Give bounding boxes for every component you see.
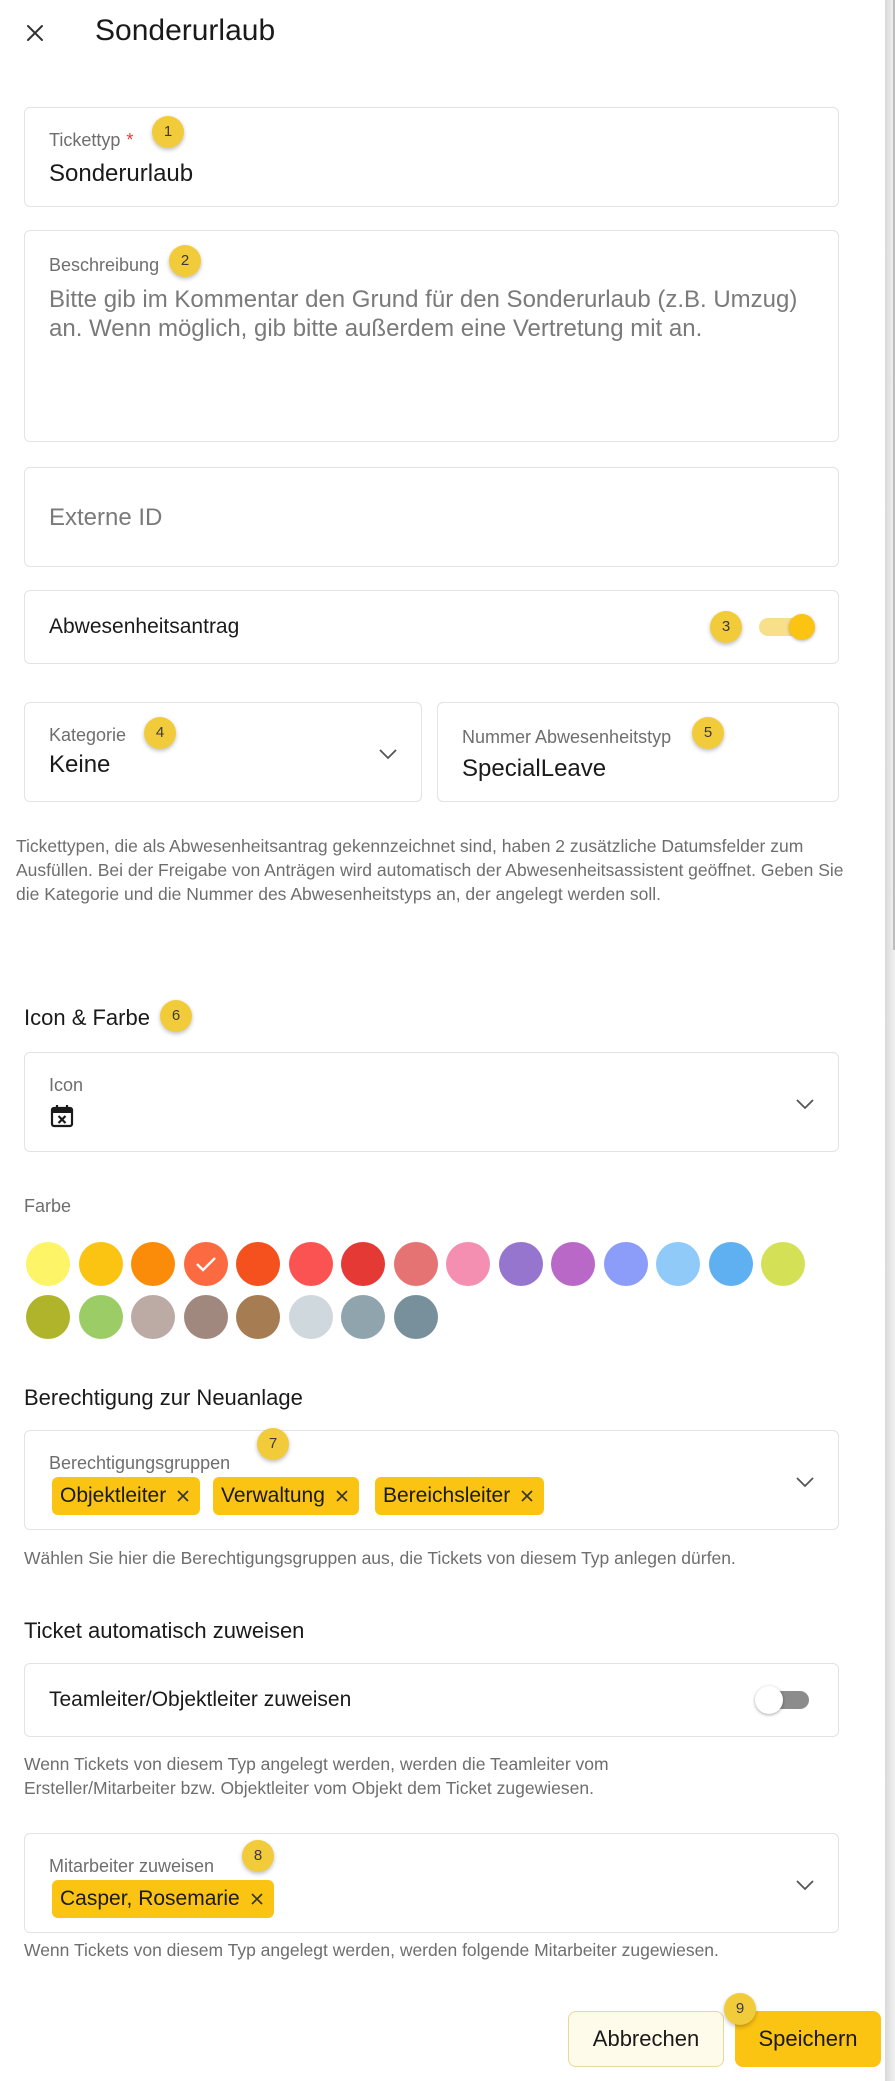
color-swatch-selected[interactable] bbox=[184, 1242, 228, 1286]
abwesenheitsantrag-label: Abwesenheitsantrag bbox=[49, 615, 240, 638]
annotation-badge-8: 8 bbox=[242, 1840, 274, 1872]
chip-remove-icon[interactable] bbox=[518, 1487, 536, 1505]
beschreibung-value[interactable]: Bitte gib im Kommentar den Grund für den Sonderurlaub (z.B. Umzug) an. Wenn möglich, gib bitte außerdem eine Vertretung mit an. bbox=[49, 286, 798, 342]
color-swatch[interactable] bbox=[79, 1242, 123, 1286]
chevron-down-icon[interactable] bbox=[795, 1476, 815, 1488]
annotation-badge-5: 5 bbox=[692, 717, 724, 749]
chip-casper-rosemarie bbox=[52, 1880, 274, 1918]
kategorie-label: Kategorie bbox=[49, 725, 127, 745]
zuweisen-heading: Ticket automatisch zuweisen bbox=[24, 1618, 305, 1643]
annotation-badge-9: 9 bbox=[724, 1993, 756, 2025]
chip-label: Casper, Rosemarie bbox=[60, 1887, 240, 1910]
absence-help-text: Tickettypen, die als Abwesenheitsantrag gekennzeichnet sind, haben 2 zusätzliche Datumsfelder zum Ausfüllen. Bei der Freigabe von Anträgen wird automatisch der Abwesenheitsassistent geöffnet. Geben Sie die Kategorie und die Nummer des Abwesenheitstyps an, der angelegt werden soll. bbox=[16, 836, 844, 904]
color-swatch[interactable] bbox=[341, 1295, 385, 1339]
save-button[interactable]: Speichern bbox=[735, 2011, 881, 2067]
color-swatch[interactable] bbox=[131, 1295, 175, 1339]
chip-label: Bereichsleiter bbox=[383, 1484, 511, 1507]
color-swatch[interactable] bbox=[446, 1242, 490, 1286]
icon-select[interactable] bbox=[24, 1052, 839, 1152]
cancel-button[interactable]: Abbrechen bbox=[568, 2011, 724, 2067]
chip-bereichsleiter bbox=[375, 1477, 544, 1515]
chip-remove-icon[interactable] bbox=[248, 1890, 266, 1908]
color-swatch[interactable] bbox=[604, 1242, 648, 1286]
mitarbeiter-label: Mitarbeiter zuweisen bbox=[49, 1856, 215, 1876]
tickettyp-label: Tickettyp bbox=[49, 130, 121, 150]
chevron-down-icon[interactable] bbox=[378, 748, 398, 760]
beschreibung-label: Beschreibung bbox=[49, 255, 160, 275]
color-swatch[interactable] bbox=[761, 1242, 805, 1286]
chip-objektleiter bbox=[52, 1477, 200, 1515]
teamleiter-label: Teamleiter/Objektleiter zuweisen bbox=[49, 1688, 352, 1711]
color-swatch[interactable] bbox=[236, 1295, 280, 1339]
color-swatch[interactable] bbox=[551, 1242, 595, 1286]
annotation-badge-7: 7 bbox=[257, 1428, 289, 1460]
beschreibung-field[interactable] bbox=[24, 230, 839, 442]
color-swatch[interactable] bbox=[26, 1295, 70, 1339]
annotation-badge-1: 1 bbox=[152, 116, 184, 148]
annotation-badge-4: 4 bbox=[144, 717, 176, 749]
farbe-label: Farbe bbox=[24, 1196, 72, 1216]
color-swatch[interactable] bbox=[394, 1295, 438, 1339]
color-swatch[interactable] bbox=[236, 1242, 280, 1286]
close-icon[interactable] bbox=[22, 20, 48, 46]
annotation-badge-3: 3 bbox=[710, 611, 742, 643]
nummer-abwesenheitstyp-value[interactable]: SpecialLeave bbox=[462, 755, 607, 782]
color-swatch[interactable] bbox=[289, 1242, 333, 1286]
color-swatch[interactable] bbox=[656, 1242, 700, 1286]
chip-label: Objektleiter bbox=[60, 1484, 167, 1507]
color-swatch[interactable] bbox=[289, 1295, 333, 1339]
chip-label: Verwaltung bbox=[221, 1484, 325, 1507]
color-swatch[interactable] bbox=[394, 1242, 438, 1286]
berechtigungsgruppen-select[interactable] bbox=[24, 1430, 839, 1530]
required-mark: * bbox=[126, 130, 134, 150]
chip-remove-icon[interactable] bbox=[333, 1487, 351, 1505]
chevron-down-icon[interactable] bbox=[795, 1098, 815, 1110]
color-swatch[interactable] bbox=[79, 1295, 123, 1339]
icon-label: Icon bbox=[49, 1075, 84, 1095]
externe-id-placeholder: Externe ID bbox=[49, 504, 163, 531]
teamleiter-help-text: Wenn Tickets von diesem Typ angelegt werden, werden die Teamleiter vom Ersteller/Mitarbeiter bzw. Objektleiter vom Objekt dem Ticket zugewiesen. bbox=[24, 1754, 609, 1798]
nummer-abwesenheitstyp-label: Nummer Abwesenheitstyp bbox=[462, 727, 672, 747]
color-swatch[interactable] bbox=[26, 1242, 70, 1286]
externe-id-input[interactable] bbox=[24, 467, 839, 567]
chip-verwaltung bbox=[213, 1477, 359, 1515]
abwesenheitsantrag-toggle[interactable] bbox=[755, 614, 811, 638]
chip-remove-icon[interactable] bbox=[174, 1487, 192, 1505]
tickettyp-field[interactable] bbox=[24, 107, 839, 207]
berechtigung-help-text: Wählen Sie hier die Berechtigungsgruppen aus, die Tickets von diesem Typ anlegen dürfen. bbox=[24, 1548, 736, 1568]
mitarbeiter-zuweisen-select[interactable] bbox=[24, 1833, 839, 1933]
annotation-badge-6: 6 bbox=[160, 1000, 192, 1032]
kategorie-select[interactable] bbox=[24, 702, 422, 802]
berechtigung-heading: Berechtigung zur Neuanlage bbox=[24, 1385, 303, 1410]
color-swatch[interactable] bbox=[499, 1242, 543, 1286]
annotation-badge-2: 2 bbox=[169, 245, 201, 277]
berechtigungsgruppen-label: Berechtigungsgruppen bbox=[49, 1453, 231, 1473]
color-swatch[interactable] bbox=[709, 1242, 753, 1286]
icon-farbe-heading: Icon & Farbe bbox=[24, 1005, 150, 1030]
teamleiter-toggle-row bbox=[24, 1663, 839, 1737]
kategorie-value: Keine bbox=[49, 751, 111, 778]
color-swatch[interactable] bbox=[131, 1242, 175, 1286]
mitarbeiter-help-text: Wenn Tickets von diesem Typ angelegt werden, werden folgende Mitarbeiter zugewiesen. bbox=[24, 1940, 719, 1960]
tickettyp-value[interactable]: Sonderurlaub bbox=[49, 160, 194, 187]
teamleiter-toggle[interactable] bbox=[755, 1686, 811, 1712]
color-swatch[interactable] bbox=[341, 1242, 385, 1286]
page-title: Sonderurlaub bbox=[95, 14, 276, 47]
chevron-down-icon[interactable] bbox=[795, 1879, 815, 1891]
color-swatch[interactable] bbox=[184, 1295, 228, 1339]
calendar-x-icon bbox=[49, 1103, 75, 1129]
nummer-abwesenheitstyp-field[interactable] bbox=[437, 702, 839, 802]
